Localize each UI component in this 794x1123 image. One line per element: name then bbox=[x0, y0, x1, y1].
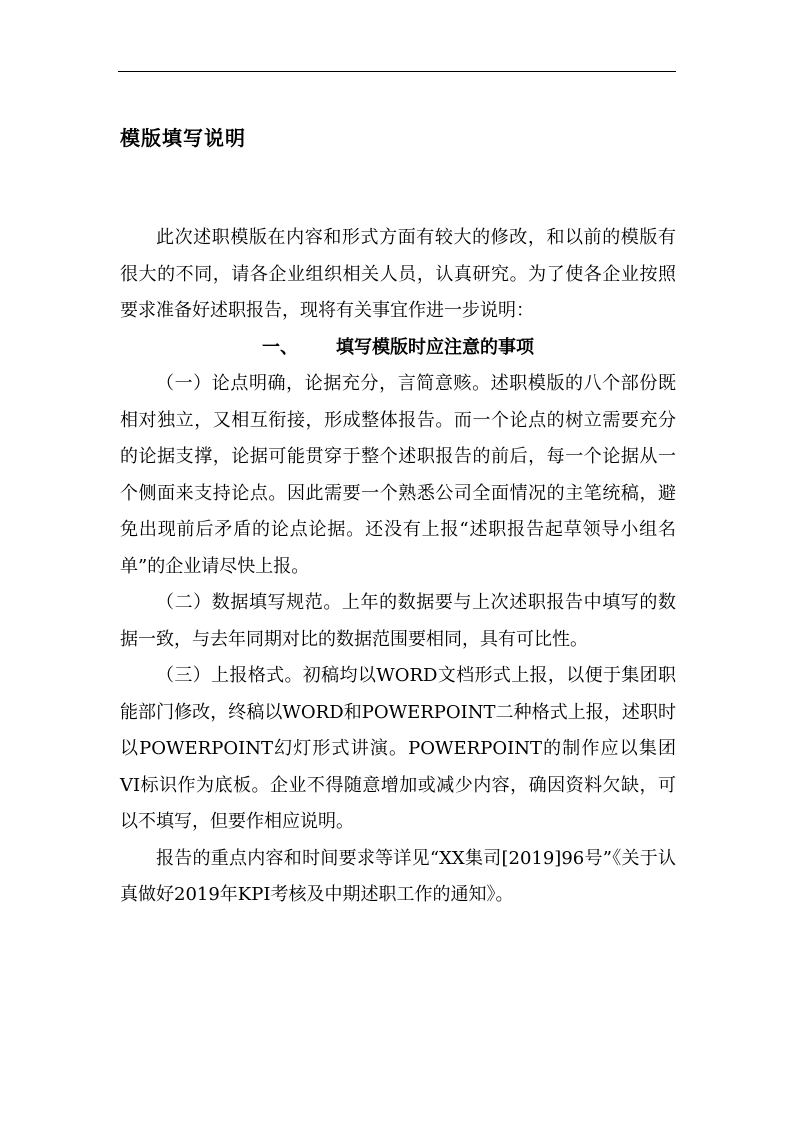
header-rule bbox=[118, 71, 676, 72]
document-title: 模版填写说明 bbox=[120, 126, 246, 150]
section-heading bbox=[120, 330, 676, 367]
section-number: 一、 bbox=[262, 336, 298, 358]
item-paragraph-1: （一）论点明确，论据充分，言简意赅。述职模版的八个部份既相对独立，又相互衔接，形成整体报告。而一个论点的树立需要充分的论据支撑，论据可能贯穿于整个述职报告的前后，每一个论据从一个侧面来支持论点。因此需要一个熟悉公司全面情况的主笔统稿，避免出现前后矛盾的论点论据。还没有上报“述职报告起草领导小组名单”的企业请尽快上报。 bbox=[120, 373, 676, 577]
section-heading-text: 填写模版时应注意的事项 bbox=[336, 336, 534, 358]
intro-paragraph: 此次述职模版在内容和形式方面有较大的修改，和以前的模版有很大的不同，请各企业组织相关人员，认真研究。为了使各企业按照要求准备好述职报告，现将有关事宜作进一步说明： bbox=[120, 227, 676, 321]
item-paragraph-3: （三）上报格式。初稿均以WORD文档形式上报，以便于集团职能部门修改，终稿以WORD和POWERPOINT二种格式上报，述职时以POWERPOINT幻灯形式讲演。POWERPOINT的制作应以集团VI标识作为底板。企业不得随意增加或减少内容，确因资料欠缺，可以不填写，但要作相应说明。 bbox=[120, 665, 676, 832]
document-body bbox=[120, 220, 676, 914]
closing-paragraph: 报告的重点内容和时间要求等详见“XX集司[2019]96号”《关于认真做好2019年KPI考核及中期述职工作的通知》。 bbox=[120, 847, 676, 905]
item-paragraph-2: （二）数据填写规范。上年的数据要与上次述职报告中填写的数据一致，与去年同期对比的数据范围要相同，具有可比性。 bbox=[120, 592, 676, 650]
